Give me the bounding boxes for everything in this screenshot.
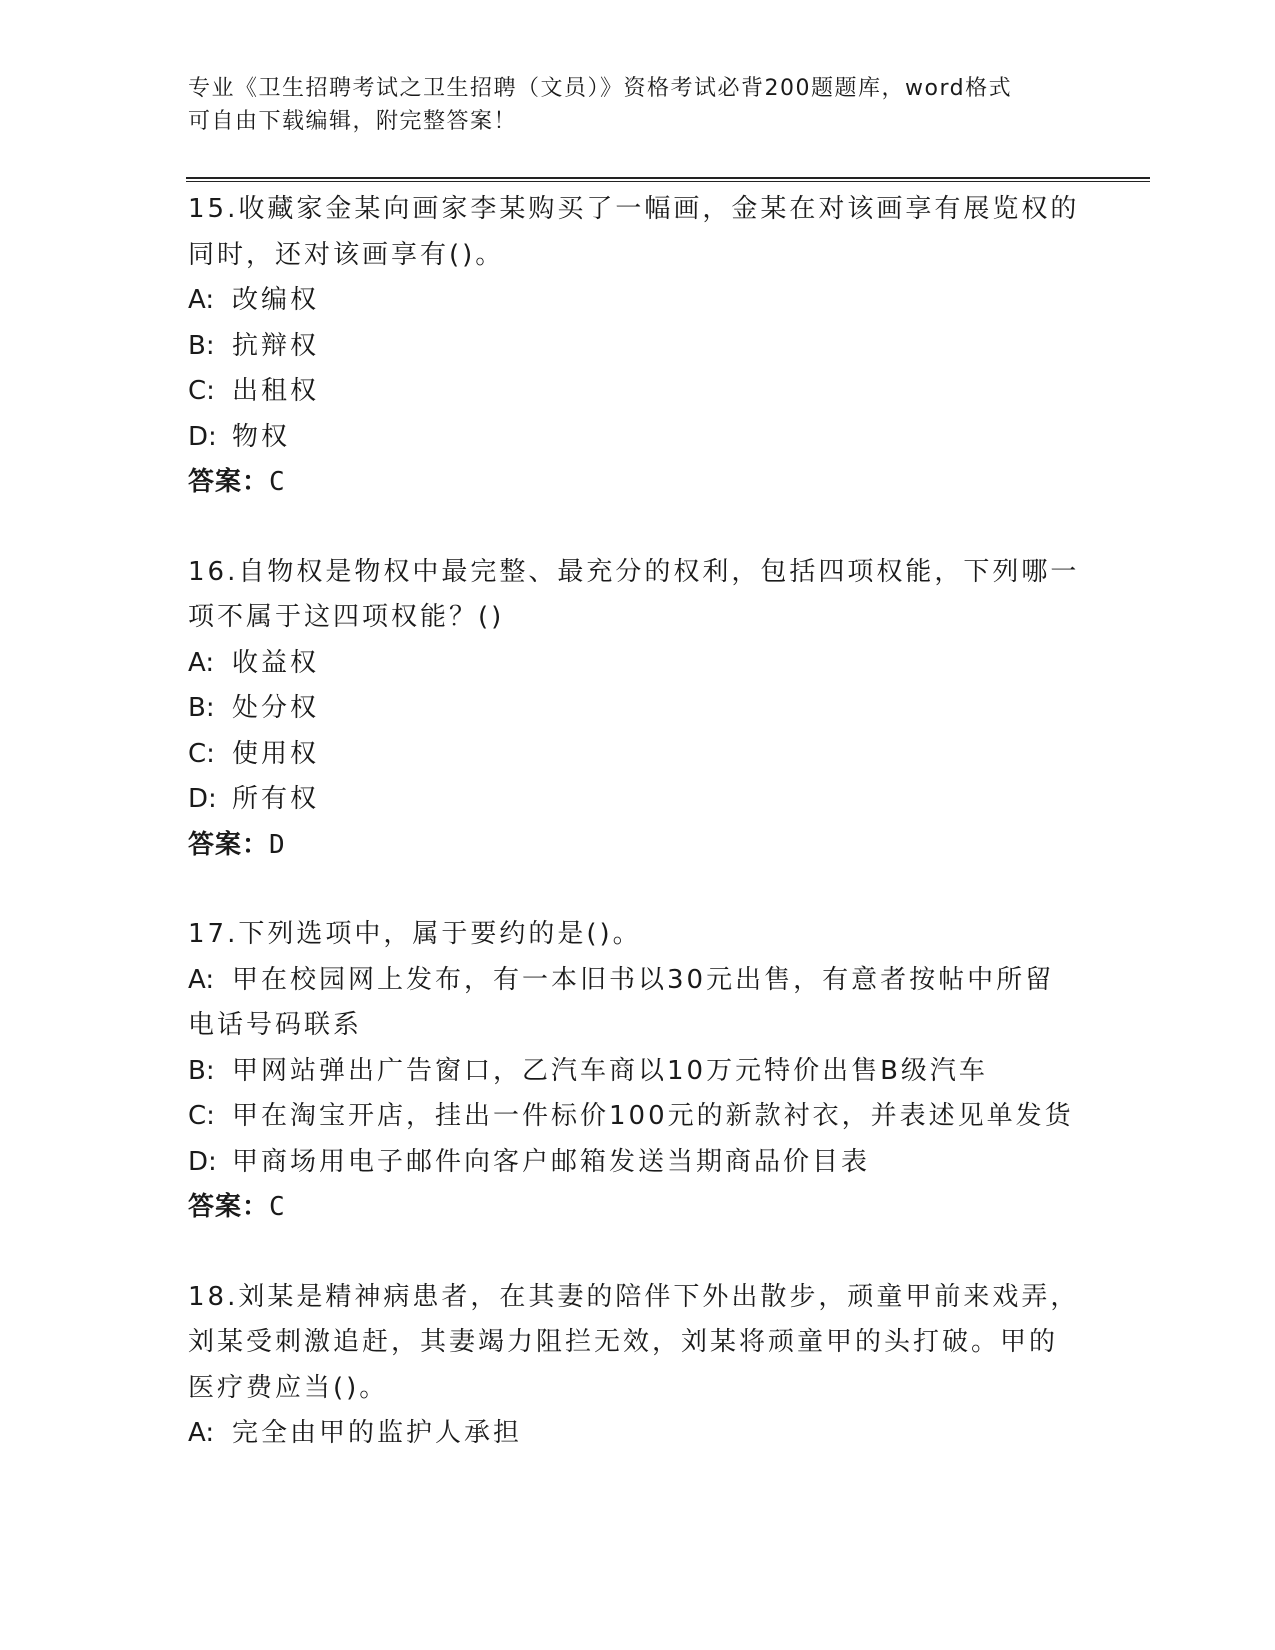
- option-c: [188, 369, 1088, 415]
- option-a-continuation: 电话号码联系: [188, 1010, 363, 1040]
- option-text: 甲在校园网上发布，有一本旧书以30元出售，有意者按帖中所留: [232, 964, 1055, 995]
- option-letter: A:: [188, 285, 215, 315]
- answer-value: C: [269, 467, 286, 497]
- option-text: 物权: [232, 421, 291, 452]
- option-text: 使用权: [232, 738, 320, 769]
- option-d: [188, 777, 1088, 823]
- question-stem-line: 18.刘某是精神病患者，在其妻的陪伴下外出散步，顽童甲前来戏弄，: [188, 1281, 1080, 1312]
- option-a: [188, 641, 1088, 687]
- question-stem-line: 项不属于这四项权能？(): [188, 602, 505, 632]
- option-letter: C:: [188, 738, 215, 769]
- option-c: [188, 732, 1088, 778]
- question-17: [188, 912, 1088, 1231]
- question-stem-line: 刘某受刺激追赶，其妻竭力阻拦无效，刘某将顽童甲的头打破。甲的: [188, 1327, 1059, 1357]
- answer: [188, 823, 1088, 869]
- option-text: 所有权: [232, 784, 320, 814]
- option-text: 处分权: [232, 693, 320, 723]
- option-letter: D:: [188, 421, 217, 452]
- option-letter: C:: [188, 376, 215, 406]
- question-list: [188, 187, 1088, 1501]
- option-text: 甲在淘宝开店，挂出一件标价100元的新款衬衣，并表述见单发货: [232, 1101, 1074, 1131]
- option-a: [188, 958, 1088, 1004]
- question-16: [188, 550, 1088, 869]
- answer-value: D: [269, 829, 286, 860]
- option-letter: B:: [188, 693, 215, 723]
- option-text: 完全由甲的监护人承担: [232, 1418, 523, 1448]
- option-b: [188, 1049, 1088, 1095]
- option-a: [188, 278, 1088, 324]
- answer-label: 答案：: [188, 467, 270, 497]
- option-text: 甲网站弹出广告窗口，乙汽车商以10万元特价出售B级汽车: [232, 1055, 988, 1086]
- question-15: [188, 187, 1088, 506]
- question-18: [188, 1275, 1088, 1457]
- header-line-2: 可自由下载编辑，附完整答案！: [188, 109, 518, 134]
- option-letter: B:: [188, 330, 215, 361]
- option-d: [188, 1140, 1088, 1186]
- header-divider: [186, 177, 1150, 182]
- answer: [188, 1185, 1088, 1231]
- document-header: [188, 72, 1088, 138]
- answer-label: 答案：: [188, 829, 270, 860]
- option-d: [188, 415, 1088, 461]
- option-letter: D:: [188, 784, 217, 814]
- option-letter: B:: [188, 1055, 215, 1086]
- option-letter: A:: [188, 647, 215, 678]
- option-text: 出租权: [232, 376, 320, 406]
- option-a: [188, 1411, 1088, 1457]
- option-b: [188, 686, 1088, 732]
- option-c: [188, 1094, 1088, 1140]
- option-text: 改编权: [232, 285, 320, 315]
- option-text: 抗辩权: [232, 330, 320, 361]
- option-letter: A:: [188, 1418, 215, 1448]
- option-letter: D:: [188, 1146, 217, 1177]
- option-letter: A:: [188, 964, 215, 995]
- option-text: 收益权: [232, 647, 320, 678]
- option-letter: C:: [188, 1101, 215, 1131]
- option-b: [188, 324, 1088, 370]
- answer-label: 答案：: [188, 1192, 270, 1222]
- option-text: 甲商场用电子邮件向客户邮箱发送当期商品价目表: [232, 1146, 871, 1177]
- answer: [188, 460, 1088, 506]
- answer-value: C: [269, 1192, 286, 1222]
- question-stem-line: 16.自物权是物权中最完整、最充分的权利，包括四项权能，下列哪一: [188, 556, 1080, 587]
- question-stem-line: 17.下列选项中，属于要约的是()。: [188, 919, 642, 949]
- question-stem-line: 同时，还对该画享有()。: [188, 239, 505, 270]
- question-stem-line: 15.收藏家金某向画家李某购买了一幅画，金某在对该画享有展览权的: [188, 194, 1080, 224]
- header-line-1: 专业《卫生招聘考试之卫生招聘（文员）》资格考试必背200题题库，word格式: [188, 76, 1013, 101]
- question-stem-line: 医疗费应当()。: [188, 1372, 389, 1403]
